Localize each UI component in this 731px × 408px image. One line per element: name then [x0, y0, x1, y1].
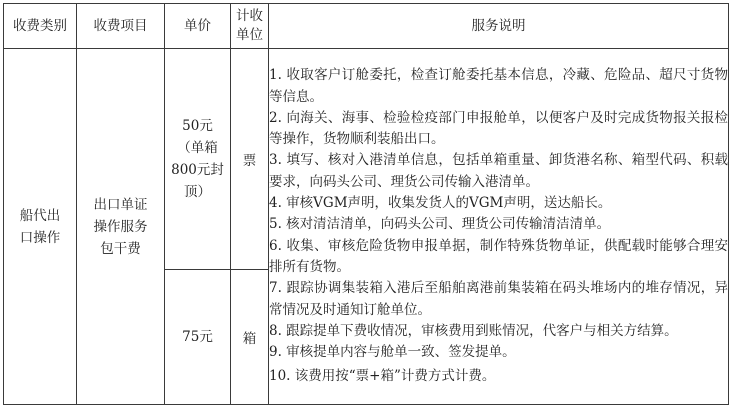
table-row [4, 49, 729, 270]
price-cell-ticket [165, 49, 231, 270]
description-item: 7. 跟踪协调集装箱入港后至船舶离港前集装箱在码头堆场内的堆存情况，异常情况及时通知订舱单位。 [269, 280, 728, 318]
unit-cell-box: 箱 [231, 270, 269, 405]
description-item: 1. 收取客户订舱委托，检查订舱委托基本信息，冷藏、危险品、超尺寸货物等信息。 [269, 67, 728, 105]
description-item: 4. 审核VGM声明，收集发货人的VGM声明，送达船长。 [269, 195, 612, 212]
header-row [4, 4, 729, 49]
description-item: 10. 该费用按“票+箱”计费方式计费。 [269, 368, 496, 385]
header-price: 单价 [165, 4, 231, 49]
fee-table [3, 3, 729, 405]
category-text: 船代出口操作 [19, 207, 61, 246]
description-cell [269, 49, 729, 405]
description-item: 9. 审核提单内容与舱单一致、签发提单。 [269, 344, 516, 361]
description-item: 3. 填写、核对入港清单信息，包括单箱重量、卸货港名称、箱型代码、积载要求，向码头公司、理货公司传输入港清单。 [269, 152, 728, 190]
item-cell [77, 49, 165, 405]
header-item: 收费项目 [77, 4, 165, 49]
description-item: 5. 核对清洁清单，向码头公司、理货公司传输清洁清单。 [269, 216, 611, 233]
description-item: 2. 向海关、海事、检验检疫部门申报舱单，以便客户及时完成货物报关报检等操作，货物顺利装船出口。 [269, 109, 728, 148]
header-category: 收费类别 [4, 4, 77, 49]
description-item: 6. 收集、审核危险货物申报单据，制作特殊货物单证，供配载时能够合理安排所有货物。 [269, 237, 728, 275]
header-unit: 计收单位 [231, 4, 269, 49]
price-cell-box [165, 270, 231, 405]
header-description: 服务说明 [269, 4, 729, 49]
description-item: 8. 跟踪提单下费收情况，审核费用到账情况，代客户与相关方结算。 [269, 322, 678, 339]
unit-cell-ticket: 票 [231, 49, 269, 270]
item-text: 出口单证操作服务包干费 [93, 196, 148, 257]
price-text-ticket: 50元（单箱800元封顶） [171, 118, 224, 200]
price-text-box: 75元 [182, 329, 213, 345]
category-cell [4, 49, 77, 405]
